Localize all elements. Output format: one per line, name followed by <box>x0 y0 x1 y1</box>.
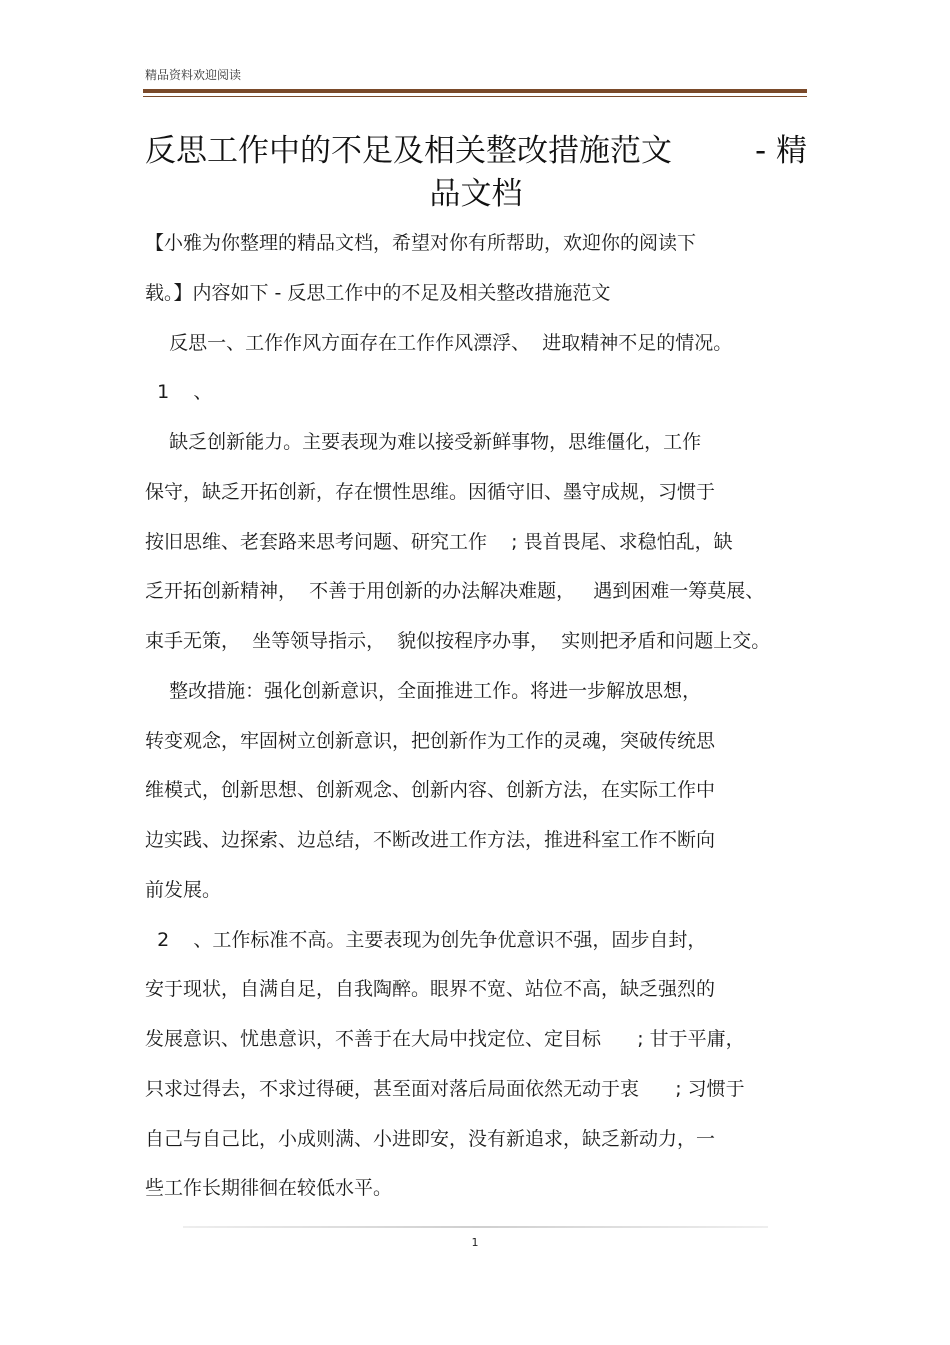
body-line: 前发展。 <box>145 879 222 901</box>
body-line: 转变观念，牢固树立创新意识，把创新作为工作的灵魂，突破传统思 <box>145 730 716 752</box>
body-line: 载。】内容如下 - 反思工作中的不足及相关整改措施范文 <box>145 282 611 304</box>
body-line: 只求过得去，不求过得硬，甚至面对落后局面依然无动于衷 ; 习惯于 <box>145 1078 745 1100</box>
body-line: 维模式，创新思想、创新观念、创新内容、创新方法，在实际工作中 <box>145 779 716 801</box>
header-rule-thin <box>143 96 807 97</box>
body-line: 整改措施：强化创新意识，全面推进工作。将进一步解放思想， <box>145 680 702 702</box>
body-line: 边实践、边探索、边总结，不断改进工作方法，推进科室工作不断向 <box>145 829 716 851</box>
body-line: 发展意识、忧患意识，不善于在大局中找定位、定目标 ; 甘于平庸， <box>145 1028 745 1050</box>
body-line: 按旧思维、老套路来思考问题、研究工作 ; 畏首畏尾、求稳怕乱，缺 <box>145 531 733 553</box>
page-number: 1 <box>471 1236 479 1249</box>
header-rule-thick <box>143 89 807 93</box>
body-line: 缺乏创新能力。主要表现为难以接受新鲜事物，思维僵化，工作 <box>145 431 702 453</box>
document-title-line2: 品文档 <box>429 176 523 212</box>
footer-rule <box>183 1226 768 1228</box>
body-line: 些工作长期徘徊在较低水平。 <box>145 1177 393 1199</box>
body-line: 1 、 <box>145 381 213 403</box>
body-line: 2 、工作标准不高。主要表现为创先争优意识不强，固步自封， <box>145 929 707 951</box>
document-title-line1 <box>145 129 807 173</box>
body-line: 自己与自己比，小成则满、小进即安，没有新追求，缺乏新动力，一 <box>145 1128 716 1150</box>
document-title-main: 反思工作中的不足及相关整改措施范文 <box>145 133 672 169</box>
body-line: 乏开拓创新精神， 不善于用创新的办法解决难题， 遇到困难一筹莫展、 <box>145 580 765 602</box>
body-line: 反思一、工作作风方面存在工作作风漂浮、 进取精神不足的情况。 <box>145 332 733 354</box>
body-line: 束手无策， 坐等领导指示， 貌似按程序办事， 实则把矛盾和问题上交。 <box>145 630 771 652</box>
body-line: 安于现状，自满自足，自我陶醉。眼界不宽、站位不高，缺乏强烈的 <box>145 978 716 1000</box>
body-line: 【小雅为你整理的精品文档，希望对你有所帮助，欢迎你的阅读下 <box>145 232 697 254</box>
page-header: 精品资料欢迎阅读 <box>145 68 242 82</box>
body-line: 保守，缺乏开拓创新，存在惯性思维。因循守旧、墨守成规，习惯于 <box>145 481 716 503</box>
document-title-suffix: - 精 <box>754 133 807 169</box>
